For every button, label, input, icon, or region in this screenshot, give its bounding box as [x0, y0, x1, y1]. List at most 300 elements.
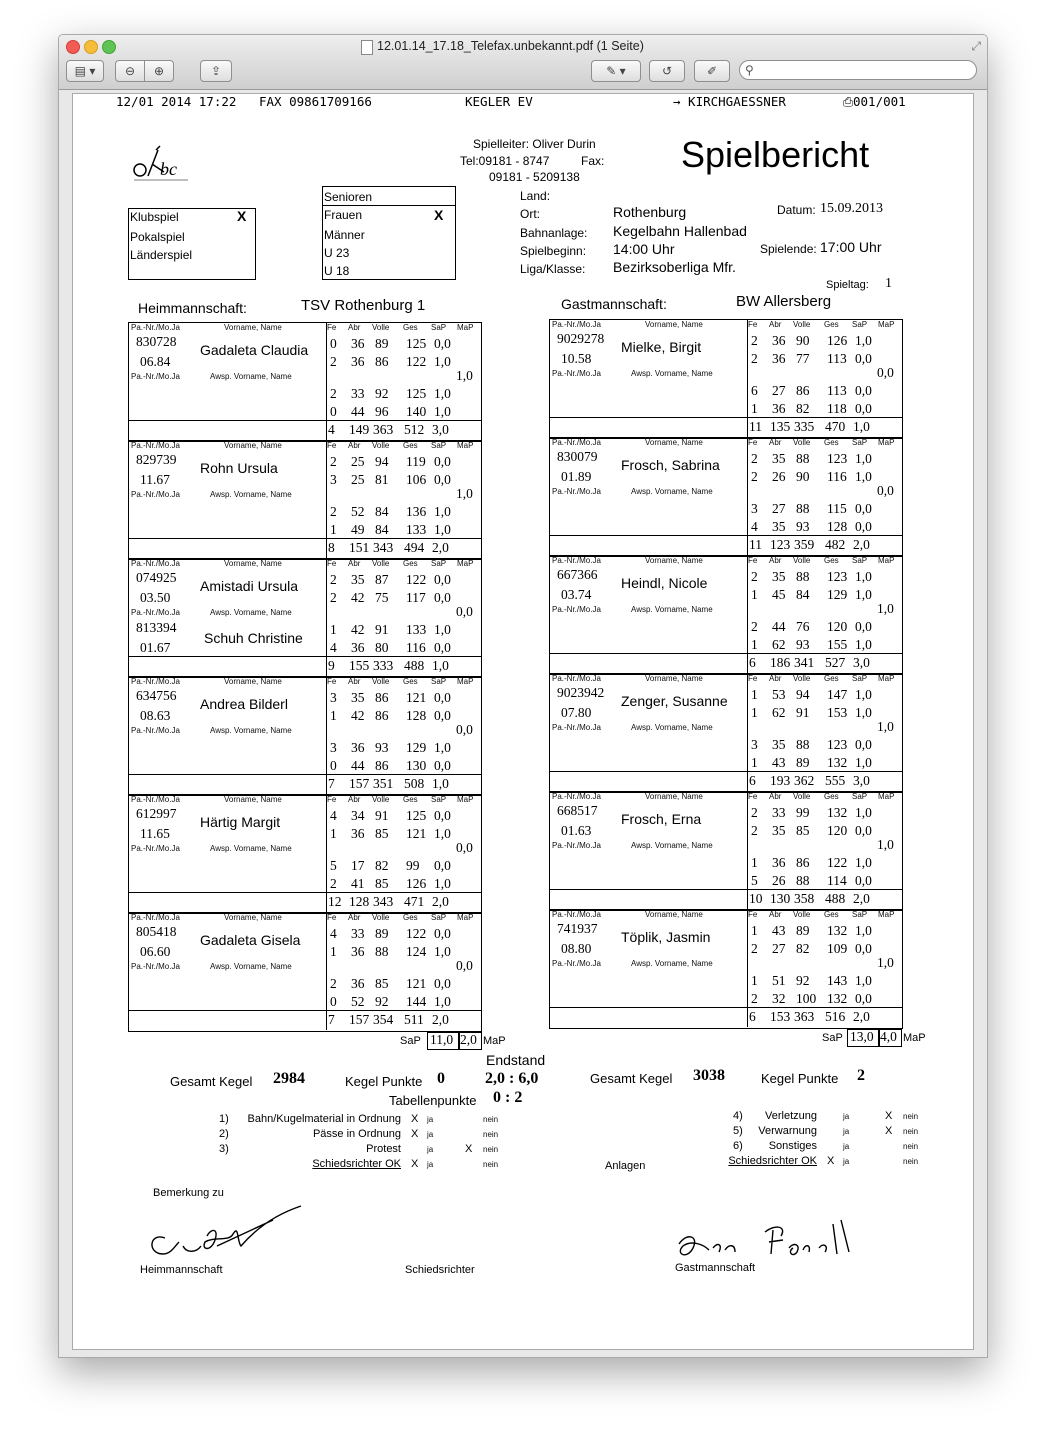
- total-value: 186: [770, 655, 791, 670]
- substitute-label: Awsp. Vorname, Name: [631, 369, 713, 378]
- name-label: Vorname, Name: [224, 559, 282, 568]
- bemerkung-label: Bemerkung zu: [153, 1187, 224, 1199]
- check-ja: ja: [427, 1130, 434, 1139]
- throw-value: 53: [772, 687, 786, 702]
- player-name: Andrea Bilderl: [200, 696, 288, 712]
- total-value: 471: [404, 894, 425, 909]
- toolbox-icon: ✐: [706, 64, 718, 78]
- check-nein: nein: [483, 1130, 499, 1139]
- check-number: 2): [219, 1128, 229, 1140]
- throw-value: 128: [406, 708, 427, 723]
- throw-value: 90: [796, 469, 810, 484]
- title-bar: [59, 35, 987, 90]
- throw-value: 133: [406, 622, 427, 637]
- throw-value: 125: [406, 336, 427, 351]
- throw-value: 1,0: [855, 973, 872, 988]
- total-value: 4: [328, 422, 335, 437]
- throw-value: 132: [827, 991, 848, 1006]
- total-value: 482: [825, 537, 846, 552]
- total-value: 494: [404, 540, 425, 555]
- pass-label: Pa.-Nr./Mo.Ja: [131, 962, 180, 971]
- home-sap-total: 11,0: [430, 1032, 454, 1047]
- total-value: 358: [794, 891, 815, 906]
- home-map-total: 2,0: [460, 1032, 477, 1047]
- throw-value: 36: [351, 354, 365, 369]
- throw-value: 2: [751, 941, 758, 956]
- total-value: 341: [794, 655, 815, 670]
- total-value: 2,0: [432, 894, 449, 909]
- pass-label: Pa.-Nr./Mo.Ja: [552, 438, 601, 447]
- check-ja: ja: [843, 1142, 850, 1151]
- total-value: 3,0: [853, 773, 870, 788]
- pass-label: Pa.-Nr./Mo.Ja: [552, 487, 601, 496]
- window-title: 12.01.14_17.18_Telefax.unbekannt.pdf (1 Seite): [377, 39, 644, 53]
- total-value: 157: [349, 776, 370, 791]
- throw-value: 92: [375, 386, 389, 401]
- throw-value: 1: [330, 944, 337, 959]
- total-value: 151: [349, 540, 370, 555]
- pass-number: 830079: [557, 449, 598, 464]
- total-value: 7: [328, 776, 335, 791]
- throw-value: 1,0: [434, 522, 451, 537]
- throw-value: 42: [351, 622, 365, 637]
- column-header: Fe: [327, 323, 337, 332]
- throw-value: 1,0: [855, 469, 872, 484]
- column-header: Volle: [372, 559, 390, 568]
- ort-value: Rothenburg: [613, 204, 687, 220]
- throw-value: 93: [375, 740, 389, 755]
- total-value: 527: [825, 655, 846, 670]
- throw-value: 2: [330, 876, 337, 891]
- type-klubspiel: Klubspiel: [130, 210, 179, 224]
- throw-value: 3: [330, 690, 337, 705]
- name-label: Vorname, Name: [645, 320, 703, 329]
- throw-value: 1,0: [434, 354, 451, 369]
- throw-value: 2: [330, 572, 337, 587]
- throw-value: 143: [827, 973, 848, 988]
- land-label: Land:: [520, 189, 551, 203]
- throw-value: 2: [330, 454, 337, 469]
- substitute-label: Awsp. Vorname, Name: [210, 726, 292, 735]
- check-nein: nein: [903, 1157, 919, 1166]
- name-label: Vorname, Name: [645, 792, 703, 801]
- fullscreen-icon[interactable]: ⤢: [971, 39, 981, 53]
- map-value: 0,0: [456, 958, 473, 973]
- throw-value: 147: [827, 687, 848, 702]
- birth-year: 10.58: [561, 351, 592, 366]
- throw-value: 0,0: [855, 873, 872, 888]
- total-value: 508: [404, 776, 425, 791]
- name-label: Vorname, Name: [645, 674, 703, 683]
- throw-value: 44: [351, 758, 365, 773]
- column-header: MaP: [878, 910, 895, 919]
- throw-value: 132: [827, 755, 848, 770]
- total-value: 123: [770, 537, 791, 552]
- throw-value: 144: [406, 994, 427, 1009]
- throw-value: 1,0: [855, 687, 872, 702]
- cat-frauen: Frauen: [324, 208, 363, 222]
- total-value: 149: [349, 422, 370, 437]
- column-header: Volle: [372, 441, 390, 450]
- total-value: 488: [825, 891, 846, 906]
- substitute-label: Awsp. Vorname, Name: [631, 723, 713, 732]
- gast-label: Gastmannschaft:: [561, 296, 667, 312]
- total-value: 335: [794, 419, 815, 434]
- map-value: 0,0: [877, 365, 894, 380]
- throw-value: 0,0: [434, 858, 451, 873]
- throw-value: 84: [375, 504, 389, 519]
- zoom-in-button[interactable]: [144, 60, 174, 82]
- throw-value: 0,0: [434, 976, 451, 991]
- cat-maenner: Männer: [324, 228, 365, 242]
- check-nein-mark: X: [465, 1143, 473, 1155]
- guest-gesamt-label: Gesamt Kegel: [590, 1071, 673, 1086]
- throw-value: 90: [796, 333, 810, 348]
- throw-value: 1,0: [855, 333, 872, 348]
- throw-value: 0,0: [855, 519, 872, 534]
- throw-value: 122: [406, 926, 427, 941]
- throw-value: 93: [796, 519, 810, 534]
- pass-label: Pa.-Nr./Mo.Ja: [131, 441, 180, 450]
- throw-value: 81: [375, 472, 389, 487]
- column-header: Fe: [327, 795, 337, 804]
- throw-value: 89: [796, 923, 810, 938]
- annotate-button[interactable]: [591, 60, 641, 82]
- edit-toolbar-button[interactable]: [694, 60, 730, 82]
- map-value: 0,0: [456, 604, 473, 619]
- check-ja: ja: [843, 1127, 850, 1136]
- total-value: 153: [770, 1009, 791, 1024]
- home-player-block: [128, 322, 482, 442]
- throw-value: 85: [375, 976, 389, 991]
- home-gesamt-label: Gesamt Kegel: [170, 1074, 253, 1089]
- throw-value: 84: [375, 522, 389, 537]
- throw-value: 85: [375, 876, 389, 891]
- column-header: Fe: [748, 438, 758, 447]
- pass-label: Pa.-Nr./Mo.Ja: [131, 844, 180, 853]
- name-label: Vorname, Name: [224, 795, 282, 804]
- throw-value: 36: [772, 855, 786, 870]
- total-value: 343: [373, 540, 394, 555]
- check-label: Schiedsrichter OK: [728, 1155, 817, 1167]
- column-header: Abr: [769, 674, 782, 683]
- anlagen-label: Anlagen: [605, 1160, 646, 1172]
- throw-value: 44: [351, 404, 365, 419]
- column-header: SaP: [852, 556, 868, 565]
- liga-value: Bezirksoberliga Mfr.: [613, 259, 736, 275]
- throw-value: 125: [406, 386, 427, 401]
- throw-value: 0: [330, 994, 337, 1009]
- throw-value: 0,0: [855, 991, 872, 1006]
- throw-value: 89: [375, 336, 389, 351]
- throw-value: 2: [330, 354, 337, 369]
- throw-value: 1: [751, 587, 758, 602]
- throw-value: 3: [330, 472, 337, 487]
- throw-value: 1,0: [434, 944, 451, 959]
- fax-sender: KEGLER EV: [465, 94, 533, 109]
- birth-year-2: 01.67: [140, 640, 171, 655]
- share-button[interactable]: [200, 60, 232, 82]
- zoom-in-icon: ⊕: [153, 64, 165, 78]
- throw-value: 4: [751, 519, 758, 534]
- zoom-out-button[interactable]: [115, 60, 145, 82]
- throw-value: 0,0: [434, 590, 451, 605]
- throw-value: 2: [330, 386, 337, 401]
- total-value: 2,0: [432, 540, 449, 555]
- check-nein-mark: X: [885, 1110, 893, 1122]
- substitute-label: Awsp. Vorname, Name: [210, 962, 292, 971]
- column-header: Fe: [748, 910, 758, 919]
- throw-value: 26: [772, 873, 786, 888]
- throw-value: 88: [796, 873, 810, 888]
- throw-value: 52: [351, 504, 365, 519]
- throw-value: 126: [406, 876, 427, 891]
- column-header: Fe: [327, 677, 337, 686]
- player-name: Töplik, Jasmin: [621, 929, 711, 945]
- player-name: Gadaleta Claudia: [200, 342, 309, 358]
- fax-number: FAX 09861709166: [259, 94, 372, 109]
- throw-value: 62: [772, 705, 786, 720]
- total-value: 363: [794, 1009, 815, 1024]
- total-value: 2,0: [853, 537, 870, 552]
- throw-value: 113: [827, 351, 847, 366]
- throw-value: 124: [406, 944, 427, 959]
- throw-value: 0,0: [855, 941, 872, 956]
- throw-value: 1: [751, 637, 758, 652]
- throw-value: 26: [772, 469, 786, 484]
- check-nein: nein: [483, 1115, 499, 1124]
- column-header: Ges: [403, 913, 418, 922]
- total-value: 2,0: [853, 1009, 870, 1024]
- throw-value: 25: [351, 472, 365, 487]
- pass-label: Pa.-Nr./Mo.Ja: [552, 959, 601, 968]
- total-value: 157: [349, 1012, 370, 1027]
- sidebar-view-button[interactable]: [66, 60, 104, 82]
- throw-value: 1,0: [855, 755, 872, 770]
- guest-player-block: [549, 909, 903, 1029]
- check-nein: nein: [483, 1160, 499, 1169]
- endstand-label: Endstand: [486, 1052, 546, 1068]
- throw-value: 35: [351, 690, 365, 705]
- pass-number: 074925: [136, 570, 177, 585]
- name-label: Vorname, Name: [224, 323, 282, 332]
- throw-value: 88: [375, 944, 389, 959]
- throw-value: 2: [751, 569, 758, 584]
- minimize-window-button[interactable]: [84, 40, 98, 54]
- column-header: SaP: [431, 795, 447, 804]
- birth-year: 11.67: [140, 472, 170, 487]
- ende-label: Spielende:: [760, 242, 817, 256]
- throw-value: 122: [827, 855, 848, 870]
- throw-value: 89: [796, 755, 810, 770]
- endstand-score: 2,0 : 6,0: [485, 1070, 539, 1087]
- pass-label: Pa.-Nr./Mo.Ja: [552, 910, 601, 919]
- throw-value: 2: [751, 351, 758, 366]
- throw-value: 80: [375, 640, 389, 655]
- guest-gesamt-value: 3038: [693, 1067, 725, 1084]
- column-header: Ges: [403, 677, 418, 686]
- throw-value: 77: [796, 351, 810, 366]
- home-player-block: [128, 558, 482, 678]
- column-header: MaP: [878, 320, 895, 329]
- beginn-value: 14:00 Uhr: [613, 241, 675, 257]
- throw-value: 88: [796, 737, 810, 752]
- fax-label: Fax:: [581, 154, 605, 168]
- column-header: Volle: [372, 795, 390, 804]
- column-header: SaP: [431, 441, 447, 450]
- spieltag-label: Spieltag:: [826, 279, 869, 291]
- fax-date: 12/01 2014 17:22: [116, 94, 237, 109]
- total-value: 354: [373, 1012, 394, 1027]
- name-label: Vorname, Name: [224, 913, 282, 922]
- column-header: Fe: [748, 556, 758, 565]
- kbc-logo: [128, 142, 194, 186]
- throw-value: 2: [751, 805, 758, 820]
- heim-team: TSV Rothenburg 1: [301, 297, 426, 314]
- throw-value: 1: [330, 708, 337, 723]
- player-name: Härtig Margit: [200, 814, 281, 830]
- throw-value: 116: [406, 640, 426, 655]
- column-header: SaP: [431, 323, 447, 332]
- throw-value: 35: [772, 737, 786, 752]
- throw-value: 82: [375, 858, 389, 873]
- form-title: Spielbericht: [681, 134, 870, 175]
- throw-value: 4: [330, 808, 337, 823]
- birth-year: 06.60: [140, 944, 171, 959]
- total-value: 7: [328, 1012, 335, 1027]
- pass-number: 612997: [136, 806, 177, 821]
- throw-value: 2: [751, 823, 758, 838]
- throw-value: 94: [375, 454, 389, 469]
- map-value: 1,0: [877, 955, 894, 970]
- throw-value: 0: [330, 404, 337, 419]
- guest-sap-label: SaP: [822, 1032, 843, 1044]
- total-value: 193: [770, 773, 791, 788]
- column-header: MaP: [878, 438, 895, 447]
- home-player-block: [128, 440, 482, 560]
- throw-value: 99: [406, 858, 420, 873]
- player-name: Mielke, Birgit: [621, 339, 702, 355]
- throw-value: 2: [330, 504, 337, 519]
- throw-value: 123: [827, 569, 848, 584]
- column-header: Ges: [824, 556, 839, 565]
- column-header: Volle: [372, 323, 390, 332]
- check-number: 1): [219, 1113, 229, 1125]
- player-name: Frosch, Erna: [621, 811, 702, 827]
- bahn-label: Bahnanlage:: [520, 226, 588, 240]
- total-value: 511: [404, 1012, 424, 1027]
- pass-label: Pa.-Nr./Mo.Ja: [131, 323, 180, 332]
- name-label: Vorname, Name: [645, 556, 703, 565]
- column-header: Ges: [403, 795, 418, 804]
- zoom-out-icon: ⊖: [124, 64, 136, 78]
- home-map-label: MaP: [483, 1035, 506, 1047]
- pass-label: Pa.-Nr./Mo.Ja: [131, 913, 180, 922]
- column-header: Abr: [348, 559, 361, 568]
- throw-value: 85: [375, 826, 389, 841]
- throw-value: 140: [406, 404, 427, 419]
- throw-value: 35: [772, 519, 786, 534]
- column-header: Ges: [824, 792, 839, 801]
- column-header: MaP: [878, 792, 895, 801]
- ende-value: 17:00 Uhr: [820, 239, 882, 255]
- telefon: Tel:09181 - 8747: [460, 154, 550, 168]
- throw-value: 122: [406, 354, 427, 369]
- zoom-window-button[interactable]: [102, 40, 116, 54]
- total-value: 359: [794, 537, 815, 552]
- check-label: Pässe in Ordnung: [312, 1128, 401, 1140]
- check-number: 5): [733, 1125, 743, 1137]
- search-field[interactable]: [739, 60, 977, 80]
- pass-label: Pa.-Nr./Mo.Ja: [131, 490, 180, 499]
- throw-value: 91: [796, 705, 810, 720]
- throw-value: 130: [406, 758, 427, 773]
- pass-label: Pa.-Nr./Mo.Ja: [552, 556, 601, 565]
- type-klubspiel-mark: X: [237, 208, 247, 224]
- throw-value: 1,0: [855, 923, 872, 938]
- throw-value: 0,0: [855, 501, 872, 516]
- throw-value: 1: [751, 687, 758, 702]
- throw-value: 88: [796, 501, 810, 516]
- throw-value: 125: [406, 808, 427, 823]
- throw-value: 3: [751, 501, 758, 516]
- check-number: 4): [733, 1110, 743, 1122]
- column-header: MaP: [457, 677, 474, 686]
- throw-value: 1,0: [855, 637, 872, 652]
- total-value: 516: [825, 1009, 846, 1024]
- column-header: Abr: [769, 556, 782, 565]
- birth-year: 11.65: [140, 826, 170, 841]
- birth-year: 01.89: [561, 469, 592, 484]
- throw-value: 0,0: [434, 690, 451, 705]
- total-value: 155: [349, 658, 370, 673]
- rotate-button[interactable]: [649, 60, 685, 82]
- throw-value: 91: [375, 808, 389, 823]
- name-label: Vorname, Name: [645, 910, 703, 919]
- column-header: Volle: [372, 677, 390, 686]
- pass-label: Pa.-Nr./Mo.Ja: [552, 723, 601, 732]
- check-label: Verwarnung: [758, 1125, 817, 1137]
- close-window-button[interactable]: [66, 40, 80, 54]
- datum-label: Datum:: [777, 203, 816, 217]
- throw-value: 1,0: [434, 386, 451, 401]
- guest-punkte-value: 2: [857, 1067, 865, 1084]
- throw-value: 120: [827, 823, 848, 838]
- throw-value: 2: [330, 976, 337, 991]
- throw-value: 86: [375, 708, 389, 723]
- total-value: 8: [328, 540, 335, 555]
- map-value: 0,0: [877, 483, 894, 498]
- pass-label: Pa.-Nr./Mo.Ja: [131, 608, 180, 617]
- search-input[interactable]: [760, 62, 970, 78]
- player-name: Gadaleta Gisela: [200, 932, 301, 948]
- throw-value: 42: [351, 708, 365, 723]
- column-header: SaP: [852, 792, 868, 801]
- ort-label: Ort:: [520, 207, 540, 221]
- column-header: SaP: [852, 674, 868, 683]
- guest-player-block: [549, 555, 903, 675]
- total-value: 470: [825, 419, 846, 434]
- total-value: 11: [749, 419, 762, 434]
- column-header: Abr: [348, 677, 361, 686]
- throw-value: 1: [751, 923, 758, 938]
- throw-value: 2: [751, 451, 758, 466]
- throw-value: 0: [330, 758, 337, 773]
- throw-value: 155: [827, 637, 848, 652]
- throw-value: 129: [406, 740, 427, 755]
- pass-label: Pa.-Nr./Mo.Ja: [131, 795, 180, 804]
- throw-value: 0,0: [434, 454, 451, 469]
